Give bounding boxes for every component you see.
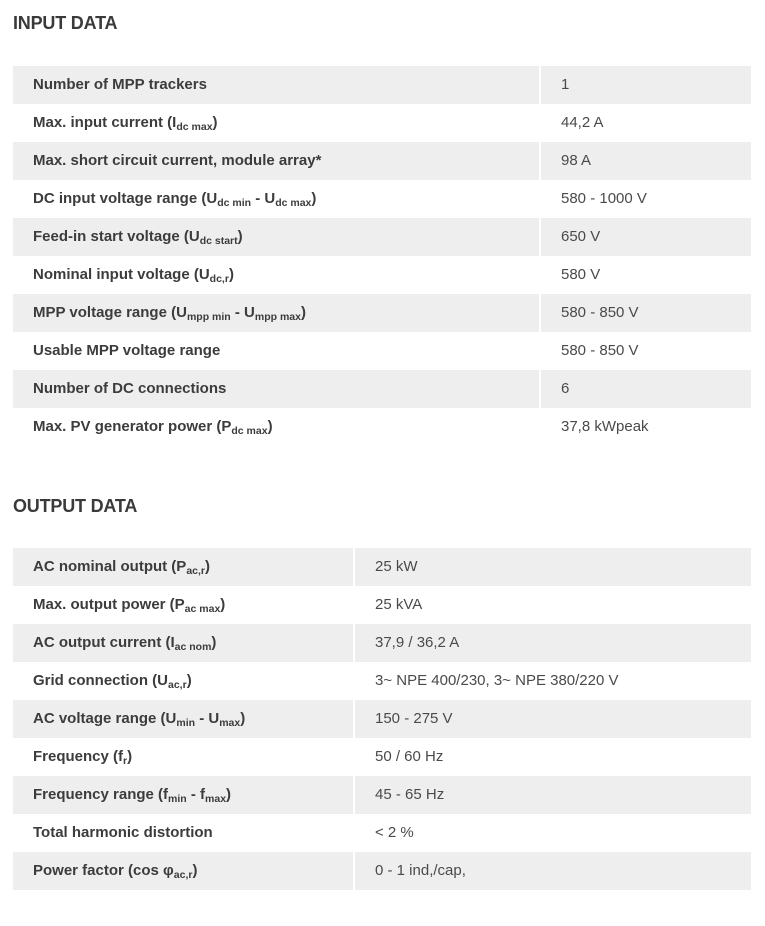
table-row: [13, 738, 751, 776]
spec-value: 37,8 kWpeak: [540, 408, 751, 446]
spec-value: 25 kW: [354, 548, 751, 586]
spec-value: 1: [540, 66, 751, 104]
spec-label: Feed-in start voltage $(U_{dc start})$: [13, 218, 540, 256]
spec-label: Number of MPP trackers: [13, 66, 540, 104]
table-row: [13, 218, 751, 256]
spec-label: Number of DC connections: [13, 370, 540, 408]
spec-value: 650 V: [540, 218, 751, 256]
spec-label: Frequency range $(f_{min} - f_{max})$: [13, 776, 354, 814]
table-row: [13, 332, 751, 370]
table-row: [13, 662, 751, 700]
spec-label: AC voltage range $(U_{min} - U_{max})$: [13, 700, 354, 738]
spec-label: Grid connection $(U_{ac,r})$: [33, 672, 192, 691]
spec-label: Power factor (cos $\varphi_{ac,r}$): [13, 852, 354, 890]
spec-value: 150 - 275 V: [354, 700, 751, 738]
input-data-table: [13, 66, 751, 446]
spec-value: 580 - 850 V: [540, 332, 751, 370]
spec-label: Max. input current $(I_{dc max})$: [33, 114, 218, 133]
table-row: [13, 624, 751, 662]
spec-value: 37,9 / 36,2 A: [354, 624, 751, 662]
table-row: [13, 586, 751, 624]
table-row: [13, 66, 751, 104]
table-row: [13, 180, 751, 218]
spec-label: Frequency $(f_r)$: [33, 748, 133, 767]
table-row: [13, 852, 751, 890]
spec-label: Max. output power $(P_{ac max})$: [33, 596, 226, 615]
spec-label: Total harmonic distortion: [33, 824, 213, 841]
spec-value: 0 - 1 ind,/cap,: [354, 852, 751, 890]
spec-value: 3~ NPE 400/230, 3~ NPE 380/220 V: [354, 662, 751, 700]
table-row: [13, 548, 751, 586]
table-row: [13, 776, 751, 814]
spec-label: MPP voltage range $(U_{mpp min} - U_{mpp max})$: [13, 294, 540, 332]
spec-value: 580 V: [540, 256, 751, 294]
spec-value: 580 - 850 V: [540, 294, 751, 332]
spec-value: 45 - 65 Hz: [354, 776, 751, 814]
table-row: [13, 370, 751, 408]
spec-value: 44,2 A: [540, 104, 751, 142]
table-row: [13, 814, 751, 852]
spec-label: DC input voltage range $(U_{dc min} - U_{dc max})$: [33, 190, 317, 209]
table-row: [13, 700, 751, 738]
table-row: [13, 256, 751, 294]
spec-value: < 2 %: [354, 814, 751, 852]
spec-label: Max. short circuit current, module array*: [13, 142, 540, 180]
output-data-table: [13, 548, 751, 890]
spec-label: Nominal input voltage $(U_{dc,r})$: [33, 266, 234, 285]
spec-label: Max. PV generator power $(P_{dc max})$: [33, 418, 273, 437]
table-row: [13, 294, 751, 332]
input-data-heading: INPUT DATA: [13, 13, 118, 33]
output-data-heading: OUTPUT DATA: [13, 496, 138, 516]
table-row: [13, 142, 751, 180]
spec-label: AC nominal output $(P_{ac,r})$: [13, 548, 354, 586]
spec-value: 6: [540, 370, 751, 408]
table-row: [13, 104, 751, 142]
spec-label: Usable MPP voltage range: [33, 342, 221, 359]
spec-value: 50 / 60 Hz: [354, 738, 751, 776]
spec-value: 580 - 1000 V: [540, 180, 751, 218]
spec-value: 25 kVA: [354, 586, 751, 624]
spec-value: 98 A: [540, 142, 751, 180]
table-row: [13, 408, 751, 446]
spec-label: AC output current $(I_{ac nom})$: [13, 624, 354, 662]
